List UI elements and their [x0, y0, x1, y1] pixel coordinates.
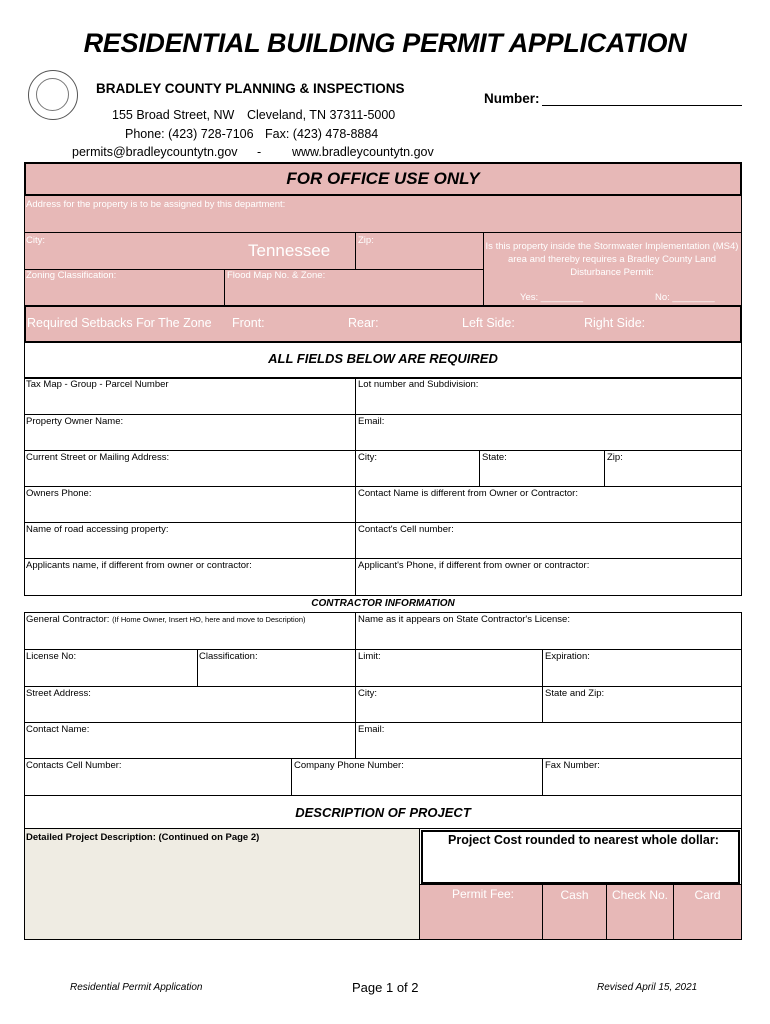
- office-use-title: FOR OFFICE USE ONLY: [286, 169, 480, 188]
- mailing-city-label: City:: [358, 452, 377, 463]
- number-field[interactable]: [542, 105, 742, 106]
- limit-label: Limit:: [358, 651, 381, 662]
- owner-name-label: Property Owner Name:: [26, 416, 124, 427]
- contractor-state-zip-label: State and Zip:: [545, 688, 605, 699]
- separator-dash: -: [257, 145, 262, 159]
- footer-revision-date: Revised April 15, 2021: [597, 982, 698, 993]
- owner-email-label: Email:: [358, 416, 385, 427]
- description-title: DESCRIPTION OF PROJECT: [295, 805, 471, 820]
- department-name: BRADLEY COUNTY PLANNING & INSPECTIONS: [96, 81, 405, 96]
- office-zip-label: Zip:: [358, 235, 374, 246]
- divider: [24, 269, 484, 270]
- project-cost-label: Project Cost rounded to nearest whole dollar:: [448, 833, 719, 847]
- fax-label: Fax Number:: [545, 760, 600, 771]
- tax-map-label: Tax Map - Group - Parcel Number: [26, 379, 169, 390]
- road-name-label: Name of road accessing property:: [26, 524, 169, 535]
- project-description-label: Detailed Project Description: (Continued on Page 2): [26, 832, 260, 843]
- zoning-label: Zoning Classification:: [26, 270, 117, 281]
- fax-number: Fax: (423) 478-8884: [265, 127, 379, 141]
- stormwater-no[interactable]: No: ________: [655, 292, 715, 303]
- website-link[interactable]: www.bradleycountytn.gov: [292, 145, 434, 159]
- card-label: Card: [694, 888, 721, 902]
- county-seal-icon: [28, 70, 78, 120]
- contractor-city-field[interactable]: [355, 686, 543, 723]
- stormwater-question: Is this property inside the Stormwater Implementation (MS4) area and thereby requires a Bradley County Land Disturbance Permit:: [485, 241, 739, 278]
- office-zip-cell[interactable]: [356, 232, 484, 269]
- check-no-label: Check No.: [611, 888, 669, 902]
- setback-left[interactable]: Left Side:: [462, 316, 515, 330]
- owner-phone-label: Owners Phone:: [26, 488, 92, 499]
- contractor-city-label: City:: [358, 688, 377, 699]
- city-line: Cleveland, TN 37311-5000: [247, 108, 396, 122]
- footer-page-number: Page 1 of 2: [352, 980, 419, 995]
- contractor-cell-label: Contacts Cell Number:: [26, 760, 122, 771]
- flood-map-label: Flood Map No. & Zone:: [227, 270, 326, 281]
- mailing-state-label: State:: [482, 452, 507, 463]
- applicant-name-label: Applicants name, if different from owner or contractor:: [26, 560, 252, 571]
- project-description-field[interactable]: [24, 828, 420, 940]
- mailing-zip-label: Zip:: [607, 452, 623, 463]
- setback-rear[interactable]: Rear:: [348, 316, 379, 330]
- permit-fee-label: Permit Fee:: [452, 887, 515, 901]
- office-city-label: City:: [26, 235, 45, 246]
- license-name-label: Name as it appears on State Contractor's License:: [358, 614, 570, 625]
- contact-name-label: Contact Name is different from Owner or Contractor:: [358, 488, 578, 499]
- contact-cell-label: Contact's Cell number:: [358, 524, 454, 535]
- address-assigned-label: Address for the property is to be assigned by this department:: [26, 199, 286, 210]
- divider: [24, 232, 742, 233]
- classification-label: Classification:: [199, 651, 258, 662]
- contractor-street-label: Street Address:: [26, 688, 91, 699]
- page-title: RESIDENTIAL BUILDING PERMIT APPLICATION: [83, 28, 687, 58]
- general-contractor-note: (If Home Owner, Insert HO, here and move to Description): [112, 615, 306, 624]
- owner-email-field[interactable]: [355, 414, 742, 451]
- contractor-email-field[interactable]: [355, 722, 742, 759]
- limit-field[interactable]: [355, 649, 543, 687]
- setback-right[interactable]: Right Side:: [584, 316, 646, 330]
- lot-label: Lot number and Subdivision:: [358, 379, 479, 390]
- license-no-label: License No:: [26, 651, 77, 662]
- applicant-phone-label: Applicant's Phone, if different from owner or contractor:: [358, 560, 590, 571]
- mailing-address-label: Current Street or Mailing Address:: [26, 452, 170, 463]
- expiration-label: Expiration:: [545, 651, 590, 662]
- contractor-contact-label: Contact Name:: [26, 724, 90, 735]
- phone-number: Phone: (423) 728-7106: [125, 127, 254, 141]
- setback-front[interactable]: Front:: [232, 316, 265, 330]
- contractor-email-label: Email:: [358, 724, 385, 735]
- state-value: Tennessee: [248, 241, 331, 260]
- footer-form-name: Residential Permit Application: [70, 982, 203, 993]
- general-contractor-text: General Contractor:: [26, 614, 110, 625]
- general-contractor-label: [26, 614, 306, 625]
- email-address[interactable]: permits@bradleycountytn.gov: [72, 145, 238, 159]
- mailing-zip-field[interactable]: [604, 450, 742, 487]
- required-title: ALL FIELDS BELOW ARE REQUIRED: [268, 351, 498, 366]
- number-label: Number:: [484, 91, 540, 106]
- contractor-title: CONTRACTOR INFORMATION: [311, 598, 455, 609]
- stormwater-yes[interactable]: Yes: ________: [520, 292, 584, 303]
- company-phone-label: Company Phone Number:: [294, 760, 404, 771]
- cash-label: Cash: [560, 888, 589, 902]
- setbacks-label: Required Setbacks For The Zone: [27, 316, 212, 330]
- street-address: 155 Broad Street, NW: [112, 108, 235, 122]
